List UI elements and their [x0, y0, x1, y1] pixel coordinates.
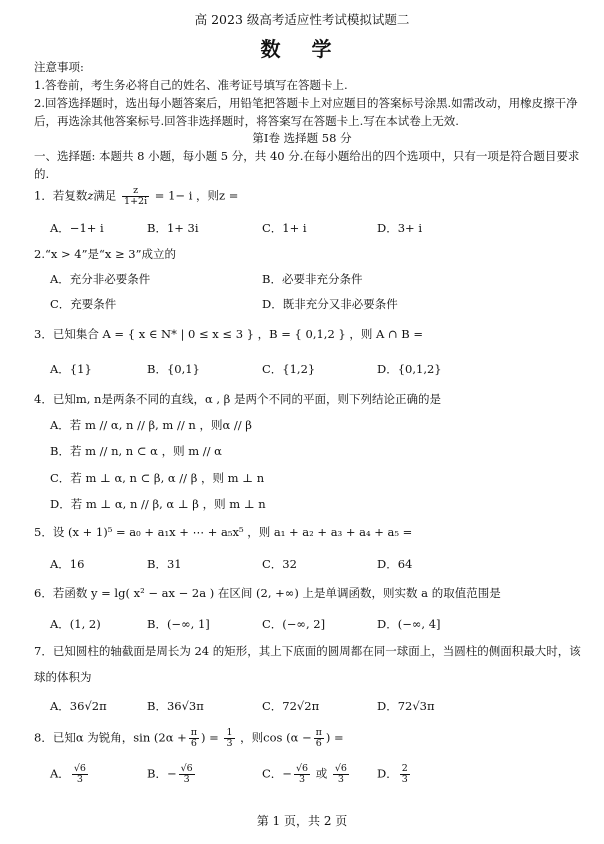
question-6-option-b: B．(−∞, 1]: [147, 617, 210, 631]
notice-heading: 注意事项:: [34, 60, 84, 74]
notice-item-2: 2.回答选择题时，选出每小题答案后，用铅笔把答题卡上对应题目的答案标号涂黑.如需改动，用橡皮擦干净后，再选涂其他答案标号.回答非选择题时，将答案写在答题卡上.写在本试卷上无效.: [34, 96, 578, 128]
question-3-option-b: B．{0,1}: [147, 362, 200, 376]
question-1-option-c: C．1+ i: [262, 221, 307, 235]
fraction: $\frac{\pi}{6}$: [190, 727, 198, 749]
fraction: $\frac{√6}{3}$: [180, 763, 193, 785]
question-7-option-b: B．36√3π: [147, 699, 204, 713]
question-2-option-d: D．既非充分又非必要条件: [262, 297, 398, 311]
fraction: $\frac{z}{1+2i}$: [124, 185, 148, 207]
question-2-option-c: C．充要条件: [50, 297, 117, 311]
question-3-option-a: A．{1}: [50, 362, 92, 376]
fraction: $\frac{1}{3}$: [226, 727, 233, 749]
fraction: $\frac{\pi}{6}$: [315, 727, 322, 749]
question-1-option-d: D．3+ i: [377, 221, 423, 235]
question-6-option-d: D．(−∞, 4]: [377, 617, 441, 631]
question-7-option-a: A．36√2π: [50, 699, 107, 713]
fraction: $\frac{√6}{3}$: [334, 763, 347, 785]
page-footer: 第 1 页，共 2 页: [256, 814, 348, 828]
question-8-option-a: A． $\frac{√6}{3}$: [50, 763, 86, 785]
question-7-option-c: C．72√2π: [262, 699, 320, 713]
exam-title: 高 2023 级高考适应性考试模拟试题二: [194, 12, 410, 27]
question-5-option-a: A．16: [50, 557, 85, 571]
question-4-option-d: D．若 m ⊥ α, n // β, α ⊥ β ，则 m ⊥ n: [50, 497, 266, 511]
question-4-option-c: C．若 m ⊥ α, n ⊂ β, α // β ，则 m ⊥ n: [50, 471, 265, 485]
question-5-option-c: C．32: [262, 557, 297, 571]
question-8-option-d: D． $\frac{2}{3}$: [377, 763, 408, 785]
question-3-stem: 3．已知集合 A = { x ∈ N* | 0 ≤ x ≤ 3 } ，B = { 0,1,2 } ，则 A ∩ B =: [34, 327, 424, 341]
fraction: $\frac{2}{3}$: [401, 763, 408, 785]
question-1-option-a: A．−1+ i: [50, 221, 104, 235]
question-6-option-a: A．(1, 2): [50, 617, 101, 631]
question-5-option-d: D．64: [377, 557, 413, 571]
section-instruction: 一、选择题: 本题共 8 小题，每小题 5 分，共 40 分.在每小题给出的四个选项中，只有一项是符合题目要求的.: [34, 149, 580, 181]
question-8-option-b: B．− $\frac{√6}{3}$: [147, 763, 193, 785]
question-2-stem: 2.“x > 4”是“x ≥ 3”成立的: [34, 247, 176, 261]
question-4-option-b: B．若 m // n, n ⊂ α ，则 m // α: [50, 444, 222, 458]
section-title: 第Ⅰ卷 选择题 58 分: [252, 131, 352, 145]
question-1-stem: 1．若复数z满足 $\frac{z}{1+2i}$ = 1− i ，则z =: [34, 185, 239, 207]
subject-title: 数 学: [260, 37, 344, 61]
question-4-option-a: A．若 m // α, n // β, m // n ，则α // β: [50, 418, 252, 432]
question-6-stem: 6．若函数 y = lg( x² − ax − 2a ) 在区间 (2, +∞) 上是单调函数，则实数 a 的取值范围是: [34, 586, 501, 600]
question-5-option-b: B．31: [147, 557, 182, 571]
question-5-stem: 5．设 (x + 1)⁵ = a₀ + a₁x + ⋯ + a₅x⁵ ，则 a₁ + a₂ + a₃ + a₄ + a₅ =: [34, 525, 413, 539]
question-8-stem: 8．已知α 为锐角，sin (2α + $\frac{\pi}{6}$ ) = $\frac{1}{3}$ ，则cos (α − $\frac{\pi}{6}$ ) =: [34, 727, 344, 749]
question-2-option-b: B．必要非充分条件: [262, 272, 363, 286]
question-6-option-c: C．(−∞, 2]: [262, 617, 326, 631]
question-3-option-c: C．{1,2}: [262, 362, 316, 376]
fraction: $\frac{√6}{3}$: [73, 763, 86, 785]
question-3-option-d: D．{0,1,2}: [377, 362, 442, 376]
fraction: $\frac{√6}{3}$: [295, 763, 309, 785]
question-2-option-a: A．充分非必要条件: [50, 272, 151, 286]
question-7-stem-line-2: 球的体积为: [34, 670, 92, 684]
question-8-option-c: C．− $\frac{√6}{3}$ 或 $\frac{√6}{3}$: [262, 763, 347, 785]
question-4-stem: 4．已知m, n是两条不同的直线，α , β 是两个不同的平面，则下列结论正确的是: [34, 392, 441, 406]
question-1-option-b: B．1+ 3i: [147, 221, 199, 235]
question-7-option-d: D．72√3π: [377, 699, 435, 713]
notice-item-1: 1.答卷前，考生务必将自己的姓名、准考证号填写在答题卡上.: [34, 78, 348, 92]
question-7-stem-line-1: 7．已知圆柱的轴截面是周长为 24 的矩形，其上下底面的圆周都在同一球面上，当圆柱的侧面积最大时，该: [34, 644, 581, 658]
